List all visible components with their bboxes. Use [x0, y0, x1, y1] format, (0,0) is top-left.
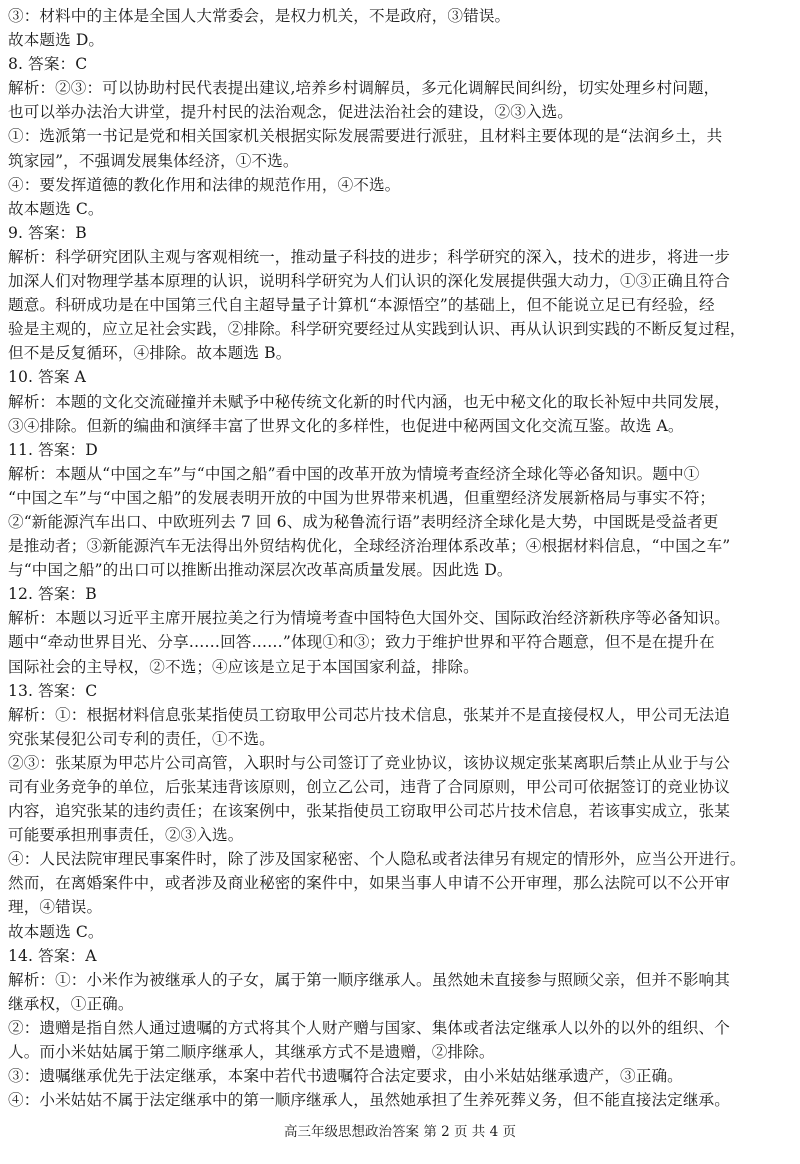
text-line: 然而，在离婚案件中，或者涉及商业秘密的案件中，如果当事人申请不公开审理，那么法院可以不公开审: [8, 874, 730, 893]
text-line: 12. 答案：B: [8, 585, 97, 604]
text-line: 筑家园”，不强调发展集体经济，①不选。: [8, 151, 299, 170]
text-line: 解析：本题以习近平主席开展拉美之行为情境考查中国特色大国外交、国际政治经济新秩序等必备知识。: [8, 609, 730, 628]
text-line: 解析：科学研究团队主观与客观相统一，推动量子科技的进步；科学研究的深入，技术的进步，将进一步: [8, 247, 730, 266]
text-line: ④：小米姑姑不属于法定继承中的第一顺序继承人，虽然她承担了生养死葬义务，但不能直接法定继承。: [8, 1091, 730, 1110]
text-line: ④：要发挥道德的教化作用和法律的规范作用，④不选。: [8, 175, 401, 194]
text-line: 解析：②③：可以协助村民代表提出建议,培养乡村调解员，多元化调解民间纠纷，切实处理乡村问题，: [8, 79, 720, 98]
text-line: ①：选派第一书记是党和相关国家机关根据实际发展需要进行派驻，且材料主要体现的是“法润乡土，共: [8, 127, 723, 146]
text-line: 解析：①：根据材料信息张某指使员工窃取甲公司芯片技术信息，张某并不是直接侵权人，甲公司无法追: [8, 705, 730, 724]
text-line: 8. 答案：C: [8, 55, 88, 74]
text-line: 司有业务竞争的单位，后张某违背该原则，创立乙公司，违背了合同原则，甲公司可依据签订的竞业协议: [8, 778, 730, 796]
text-line: ④：人民法院审理民事案件时，除了涉及国家秘密、个人隐私或者法律另有规定的情形外，应当公开进行。: [8, 850, 746, 869]
text-line: 11. 答案：D: [8, 440, 98, 459]
text-line: 14. 答案：A: [8, 946, 97, 965]
text-line: 与“中国之船”的出口可以推断出推动深层次改革高质量发展。因此选 D。: [8, 561, 513, 580]
page-footer: 高三年级思想政治答案 第 2 页 共 4 页: [284, 1124, 516, 1140]
text-line: 国际社会的主导权，②不选；④应该是立足于本国国家利益，排除。: [8, 657, 479, 676]
text-line: ③：材料中的主体是全国人大常委会，是权力机关，不是政府，③错误。: [8, 7, 511, 25]
text-line: “中国之车”与“中国之船”的发展表明开放的中国为世界带来机遇，但重塑经济发展新格局与事实不符；: [8, 488, 716, 507]
text-line: 9. 答案：B: [8, 223, 87, 242]
text-line: 验是主观的，应立足社会实践，②排除。科学研究要经过从实践到认识、再从认识到实践的不断反复过程，: [8, 320, 746, 339]
text-line: ②“新能源汽车出口、中欧班列去 7 回 6、成为秘鲁流行语”表明经济全球化是大势，中国既是受益者更: [8, 512, 719, 531]
text-line: 是推动者；③新能源汽车无法得出外贸结构优化，全球经济治理体系改革；④根据材料信息，“中国之车”: [8, 537, 731, 556]
text-line: 解析：①：小米作为被继承人的子女，属于第一顺序继承人。虽然她未直接参与照顾父亲，但并不影响其: [8, 970, 730, 989]
text-line: 10. 答案 A: [8, 368, 86, 387]
text-line: 内容，追究张某的违约责任；在该案例中，张某指使员工窃取甲公司芯片技术信息，若该事实成立，张某: [8, 802, 730, 821]
text-line: ③④排除。但新的编曲和演绎丰富了世界文化的多样性，也促进中秘两国文化交流互鉴。故选 A。: [8, 416, 684, 435]
text-line: 也可以举办法治大讲堂，提升村民的法治观念，促进法治社会的建设，②③入选。: [8, 103, 573, 122]
text-line: ②③：张某原为甲芯片公司高管，入职时与公司签订了竞业协议，该协议规定张某离职后禁止从业于与公: [8, 753, 730, 772]
text-line: 可能要承担刑事责任，②③入选。: [8, 826, 244, 845]
text-line: 题意。科研成功是在中国第三代自主超导量子计算机“本源悟空”的基础上，但不能说立足已有经验，经: [8, 296, 715, 315]
text-line: ②：遗赠是指自然人通过遗嘱的方式将其个人财产赠与国家、集体或者法定继承人以外的以外的组织、个: [8, 1018, 730, 1037]
text-line: 解析：本题的文化交流碰撞并未赋予中秘传统文化新的时代内涵，也无中秘文化的取长补短中共同发展，: [8, 392, 730, 411]
text-line: 故本题选 D。: [8, 31, 105, 50]
answer-document: [8, 4, 792, 1112]
text-line: ③：遗嘱继承优先于法定继承，本案中若代书遗嘱符合法定要求，由小米姑姑继承遗产，③正确。: [8, 1067, 683, 1086]
text-line: 故本题选 C。: [8, 922, 104, 941]
text-line: 但不是反复循环，④排除。故本题选 B。: [8, 344, 292, 363]
text-line: 继承权，①正确。: [8, 994, 134, 1013]
text-line: 人。而小米姑姑属于第二顺序继承人，其继承方式不是遗赠，②排除。: [8, 1043, 495, 1062]
text-line: 究张某侵犯公司专利的责任，①不选。: [8, 729, 275, 748]
text-line: 加深人们对物理学基本原理的认识，说明科学研究为人们认识的深化发展提供强大动力，①③正确且符合: [8, 272, 730, 291]
text-line: 13. 答案：C: [8, 681, 98, 700]
text-line: 解析：本题从“中国之车”与“中国之船”看中国的改革开放为情境考查经济全球化等必备知识。题中①: [8, 464, 700, 483]
text-line: 故本题选 C。: [8, 199, 104, 218]
text-line: 理，④错误。: [8, 898, 103, 917]
text-line: 题中“牵动世界目光、分享……回答……”体现①和③；致力于维护世界和平符合题意，但不是在提升在: [8, 633, 715, 652]
